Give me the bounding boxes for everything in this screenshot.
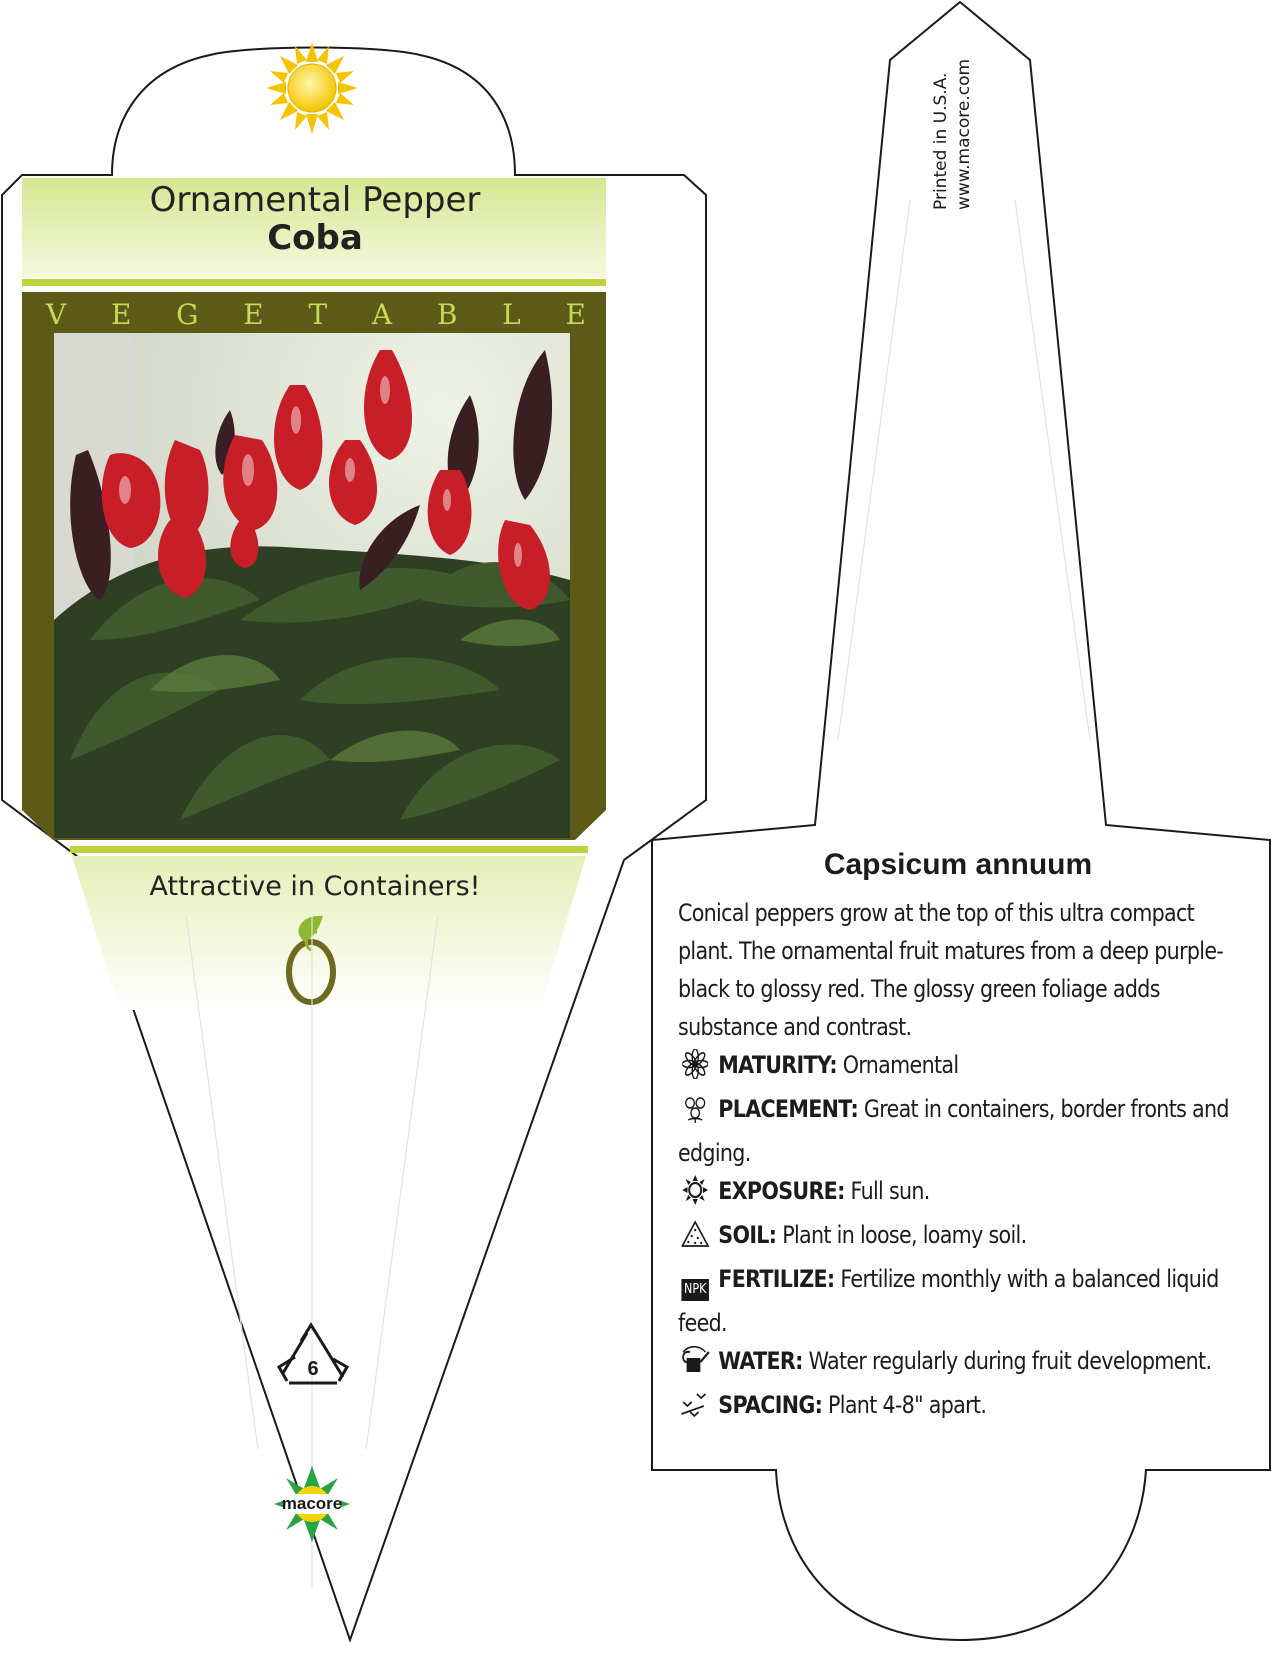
category-letter: L [502, 298, 521, 331]
detail-text: Full sun. [850, 1177, 930, 1205]
detail-label: EXPOSURE: [718, 1177, 845, 1205]
detail-water [678, 1342, 1237, 1386]
detail-text: Plant in loose, loamy soil. [782, 1221, 1027, 1249]
description: Conical peppers grow at the top of this ultra compact plant. The ornamental fruit matures from a deep purple-black to glossy red. The glossy green foliage adds substance and contrast. [678, 899, 1224, 1041]
category-letter: T [308, 298, 328, 331]
sun-outline-icon [678, 1175, 712, 1216]
soil-mound-icon [678, 1219, 712, 1260]
front-tag-outline [2, 48, 706, 1641]
detail-label: SPACING: [718, 1391, 823, 1419]
detail-label: PLACEMENT: [718, 1095, 859, 1123]
detail-exposure [678, 1172, 1237, 1216]
detail-text: Ornamental [842, 1051, 959, 1079]
watering-can-icon [678, 1345, 712, 1386]
recycle-number: 6 [307, 1358, 319, 1380]
detail-text: Great in containers, border fronts and edging. [678, 1095, 1229, 1167]
website: www.macore.com [954, 58, 974, 210]
detail-maturity [678, 1046, 1237, 1090]
flower-cluster-icon [678, 1093, 712, 1134]
seedlings-spacing-icon [678, 1389, 712, 1430]
detail-placement [678, 1090, 1237, 1172]
category-letter: V [46, 298, 67, 331]
print-info [930, 40, 974, 210]
pepper-plant-photo [54, 333, 570, 838]
botanical-name: Capsicum annuum [823, 848, 1093, 881]
brand-name: macore [281, 1494, 343, 1513]
detail-label: WATER: [718, 1347, 803, 1375]
care-details [678, 894, 1237, 1430]
common-name: Ornamental Pepper [149, 180, 481, 220]
tagline: Attractive in Containers! [149, 871, 481, 902]
flower-icon [678, 1049, 712, 1090]
printed-in: Printed in U.S.A. [931, 72, 951, 210]
detail-label: MATURITY: [718, 1051, 837, 1079]
category-label [46, 298, 586, 332]
npk-icon: NPK [678, 1266, 712, 1304]
detail-label: SOIL: [718, 1221, 777, 1249]
detail-spacing [678, 1386, 1237, 1430]
category-letter: G [176, 298, 199, 331]
detail-text: Fertilize monthly with a balanced liquid feed. [678, 1265, 1219, 1337]
detail-text: Water regularly during fruit development. [808, 1347, 1212, 1375]
detail-soil [678, 1216, 1237, 1260]
category-letter: E [110, 298, 132, 331]
category-letter: A [371, 298, 393, 331]
detail-fertilize [678, 1260, 1237, 1342]
category-letter: B [436, 298, 458, 331]
category-letter: E [243, 298, 264, 331]
category-letter: E [565, 298, 586, 331]
variety-name: Coba [267, 218, 363, 258]
detail-label: FERTILIZE: [718, 1265, 835, 1293]
detail-text: Plant 4-8" apart. [828, 1391, 987, 1419]
